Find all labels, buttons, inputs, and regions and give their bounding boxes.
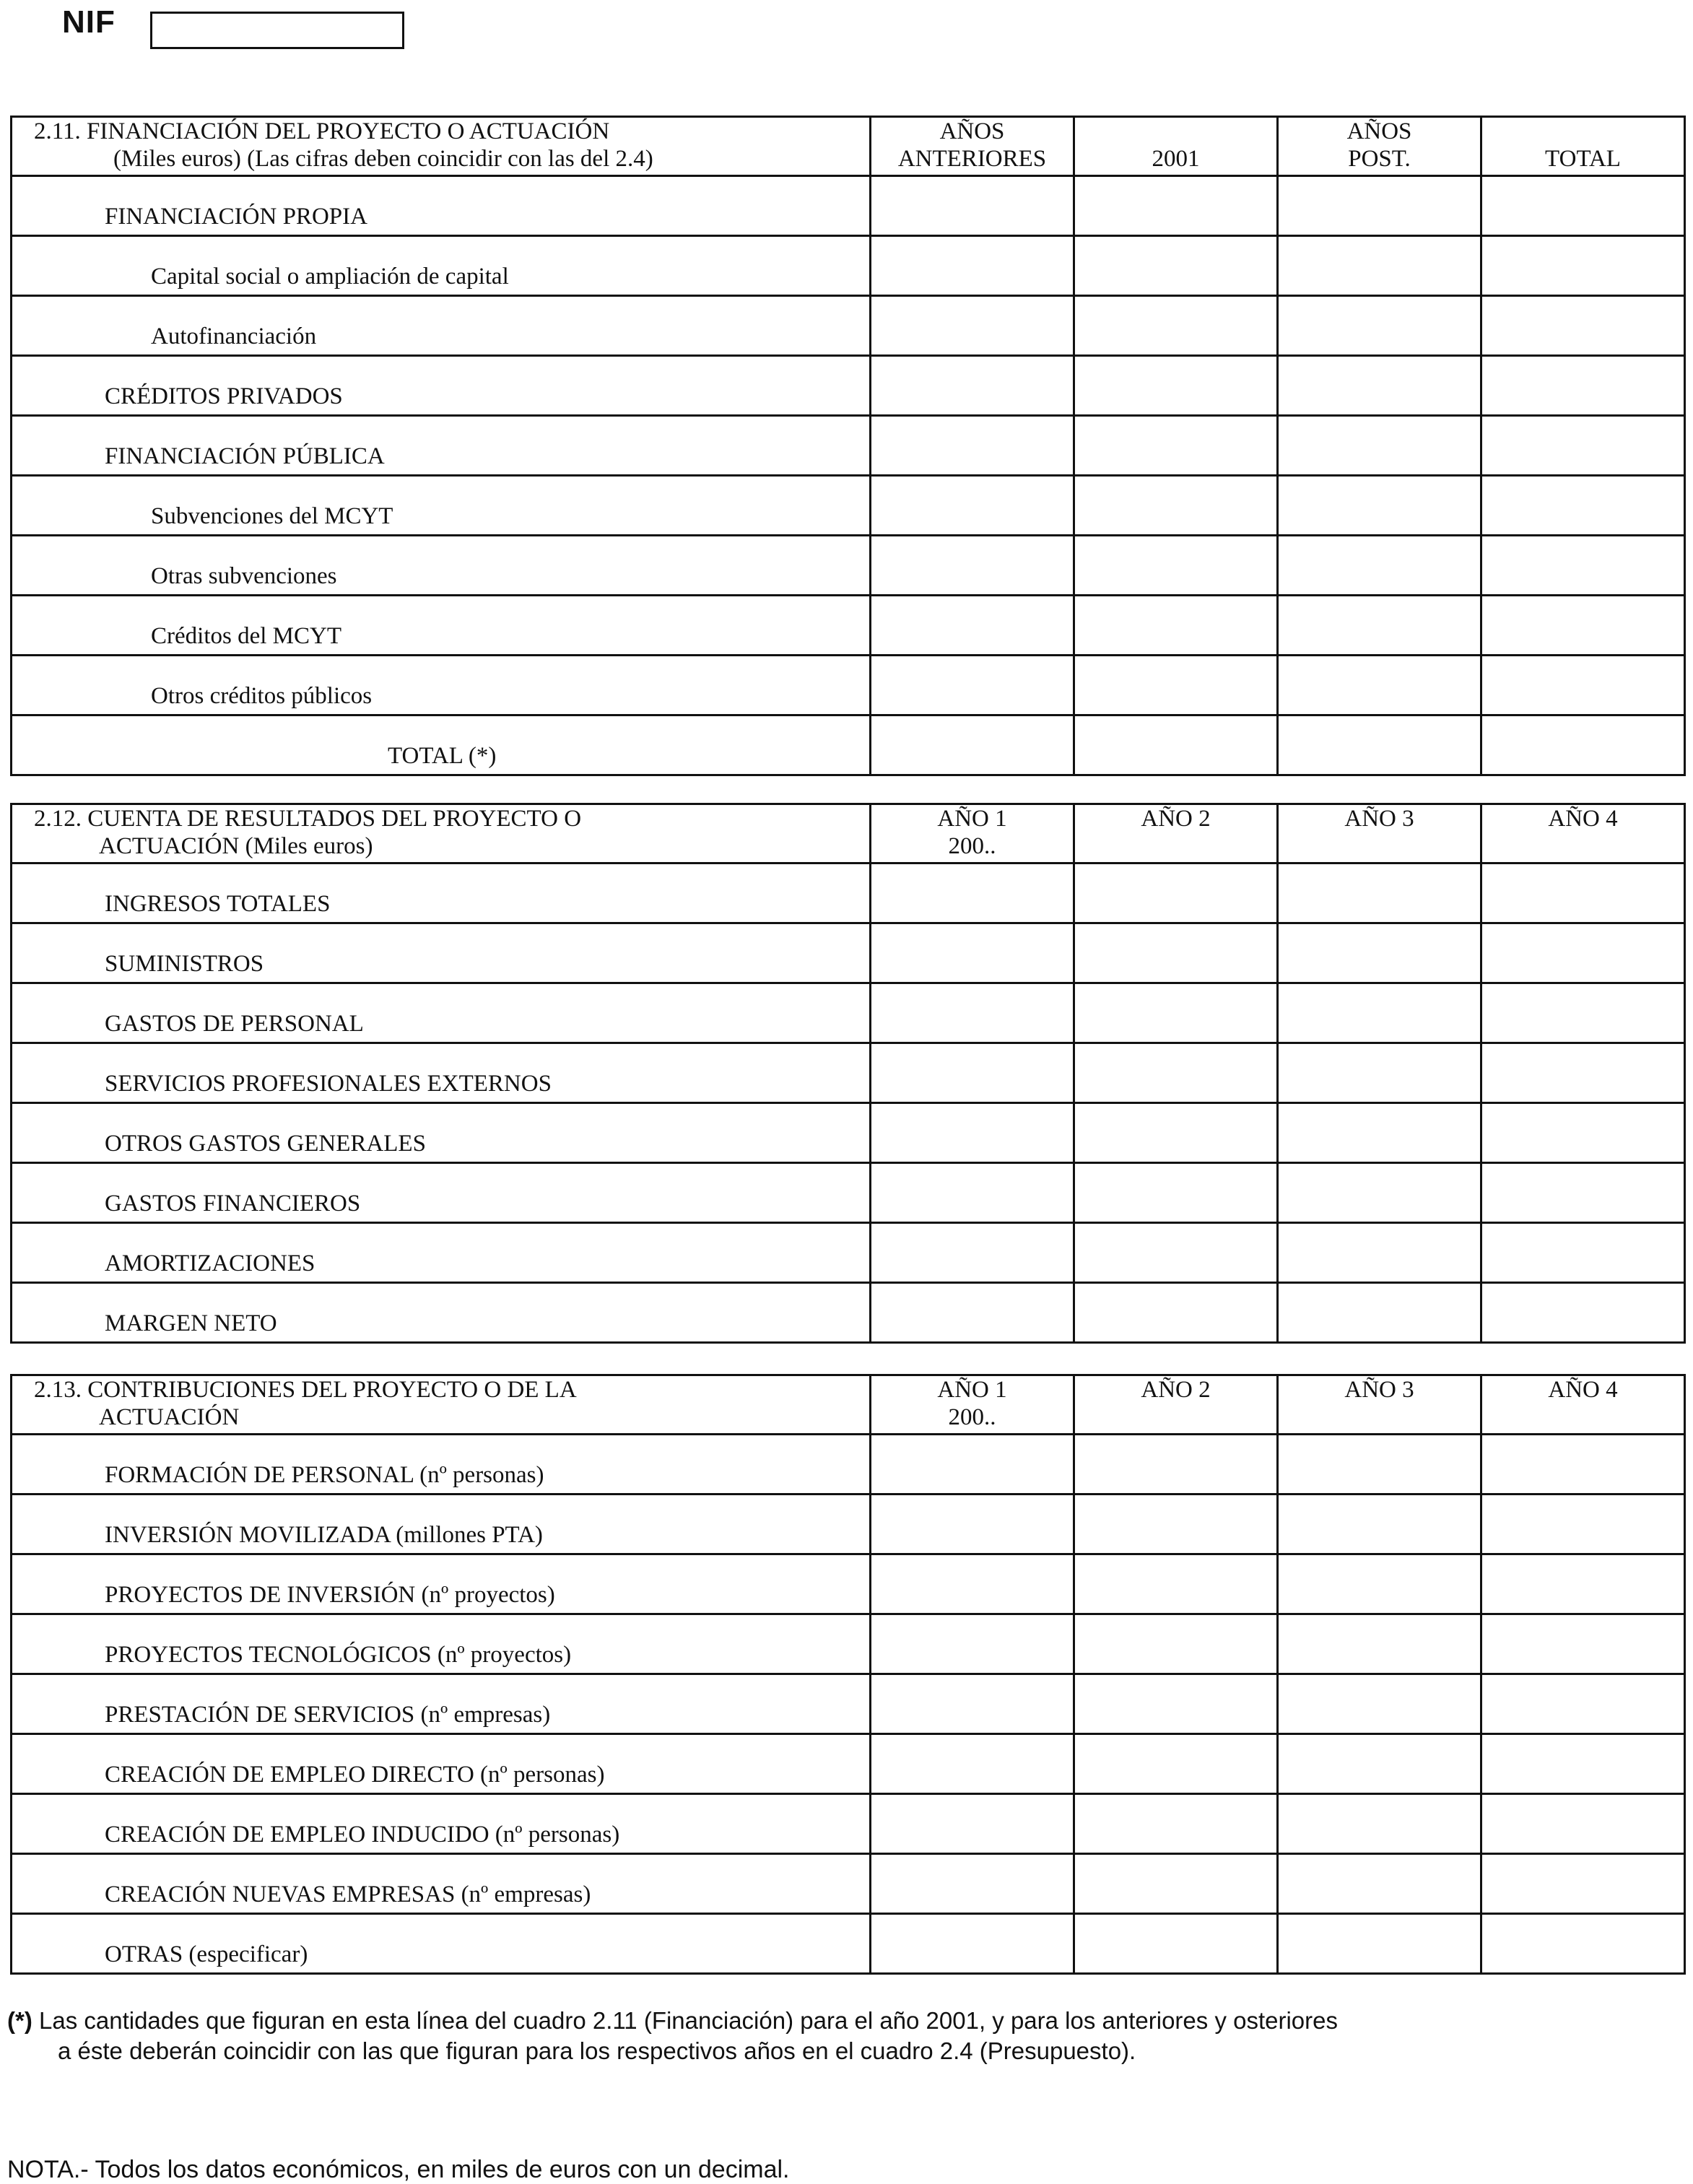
data-cell[interactable] — [1278, 1435, 1481, 1495]
footnote-line: Las cantidades que figuran en esta línea del cuadro 2.11 (Financiación) para el año 2001, y para los anteriores y osteriores — [39, 2007, 1338, 2034]
table-row — [12, 356, 1685, 416]
data-cell[interactable] — [1481, 1674, 1685, 1734]
data-cell[interactable] — [1074, 596, 1278, 656]
data-cell[interactable] — [1074, 1163, 1278, 1223]
table-row — [12, 1734, 1685, 1794]
data-cell[interactable] — [1278, 1674, 1481, 1734]
data-cell[interactable] — [1278, 863, 1481, 923]
data-cell[interactable] — [1074, 476, 1278, 536]
data-cell[interactable] — [1278, 1495, 1481, 1554]
table-header-row — [12, 804, 1685, 863]
column-header: AÑO 1 200.. — [871, 1375, 1074, 1435]
data-cell[interactable] — [1278, 236, 1481, 296]
data-cell[interactable] — [871, 1914, 1074, 1974]
table-subtitle-line: ACTUACIÓN — [99, 1404, 240, 1430]
data-cell[interactable] — [1278, 1614, 1481, 1674]
column-header: AÑO 4 — [1481, 804, 1685, 863]
data-cell[interactable] — [1278, 596, 1481, 656]
data-cell[interactable] — [1074, 536, 1278, 596]
contribuciones-table — [10, 1374, 1686, 1975]
row-label: Autofinanciación — [12, 296, 871, 356]
row-label: PRESTACIÓN DE SERVICIOS (nº empresas) — [12, 1674, 871, 1734]
data-cell[interactable] — [1278, 1103, 1481, 1163]
data-cell[interactable] — [1481, 296, 1685, 356]
table-row — [12, 923, 1685, 983]
data-cell[interactable] — [1074, 1495, 1278, 1554]
row-label: MARGEN NETO — [12, 1283, 871, 1343]
row-label: FINANCIACIÓN PÚBLICA — [12, 416, 871, 476]
table-subtitle-line: ACTUACIÓN (Miles euros) — [99, 833, 373, 859]
data-cell[interactable] — [1074, 863, 1278, 923]
table-row — [12, 863, 1685, 923]
table-row — [12, 1435, 1685, 1495]
data-cell[interactable] — [1074, 715, 1278, 775]
table-row — [12, 983, 1685, 1043]
data-cell[interactable] — [871, 1103, 1074, 1163]
row-label: Capital social o ampliación de capital — [12, 236, 871, 296]
data-cell[interactable] — [1278, 476, 1481, 536]
data-cell[interactable] — [1481, 536, 1685, 596]
nota-text: NOTA.- Todos los datos económicos, en miles de euros con un decimal. — [7, 2156, 790, 2183]
table-row — [12, 536, 1685, 596]
table-row — [12, 236, 1685, 296]
data-cell[interactable] — [871, 1043, 1074, 1103]
row-label: Otras subvenciones — [12, 536, 871, 596]
data-cell[interactable] — [1481, 923, 1685, 983]
data-cell[interactable] — [1074, 923, 1278, 983]
data-cell[interactable] — [1074, 176, 1278, 236]
data-cell[interactable] — [1278, 715, 1481, 775]
data-cell[interactable] — [1074, 416, 1278, 476]
row-label: Otros créditos públicos — [12, 656, 871, 715]
row-label: CREACIÓN DE EMPLEO INDUCIDO (nº personas) — [12, 1794, 871, 1854]
footnote-line: a éste deberán coincidir con las que figuran para los respectivos años en el cuadro 2.4 (Presupuesto). — [58, 2037, 1136, 2064]
data-cell[interactable] — [1278, 1043, 1481, 1103]
table-subtitle-line: (Miles euros) (Las cifras deben coincidir con las del 2.4) — [113, 146, 653, 172]
data-cell[interactable] — [1074, 1914, 1278, 1974]
data-cell[interactable] — [1481, 1554, 1685, 1614]
data-cell[interactable] — [1278, 656, 1481, 715]
data-cell[interactable] — [1481, 236, 1685, 296]
data-cell[interactable] — [871, 923, 1074, 983]
data-cell[interactable] — [1481, 863, 1685, 923]
row-label: FINANCIACIÓN PROPIA — [12, 176, 871, 236]
data-cell[interactable] — [1074, 236, 1278, 296]
data-cell[interactable] — [1481, 176, 1685, 236]
table-title — [12, 1375, 871, 1435]
data-cell[interactable] — [1278, 1854, 1481, 1914]
data-cell[interactable] — [1074, 1794, 1278, 1854]
column-header: AÑO 4 — [1481, 1375, 1685, 1435]
data-cell[interactable] — [871, 1223, 1074, 1283]
total-row — [12, 715, 1685, 775]
data-cell[interactable] — [1278, 1223, 1481, 1283]
row-label: AMORTIZACIONES — [12, 1223, 871, 1283]
data-cell[interactable] — [1278, 176, 1481, 236]
row-label: FORMACIÓN DE PERSONAL (nº personas) — [12, 1435, 871, 1495]
table-row — [12, 476, 1685, 536]
row-label: OTROS GASTOS GENERALES — [12, 1103, 871, 1163]
table-row — [12, 176, 1685, 236]
data-cell[interactable] — [1278, 296, 1481, 356]
row-label: CREACIÓN NUEVAS EMPRESAS (nº empresas) — [12, 1854, 871, 1914]
footnote-marker: (*) — [7, 2007, 32, 2034]
data-cell[interactable] — [1481, 476, 1685, 536]
data-cell[interactable] — [1278, 983, 1481, 1043]
table-row — [12, 1914, 1685, 1974]
table-row — [12, 1043, 1685, 1103]
data-cell[interactable] — [1481, 1495, 1685, 1554]
footnote — [7, 2006, 1682, 2066]
column-header: TOTAL — [1481, 117, 1685, 176]
row-label: INVERSIÓN MOVILIZADA (millones PTA) — [12, 1495, 871, 1554]
data-cell[interactable] — [871, 1854, 1074, 1914]
column-header: AÑO 3 — [1278, 1375, 1481, 1435]
column-header: AÑO 2 — [1074, 804, 1278, 863]
data-cell[interactable] — [1278, 356, 1481, 416]
data-cell[interactable] — [1481, 656, 1685, 715]
data-cell[interactable] — [871, 863, 1074, 923]
column-header: AÑOS ANTERIORES — [871, 117, 1074, 176]
data-cell[interactable] — [1278, 1283, 1481, 1343]
data-cell[interactable] — [1481, 596, 1685, 656]
data-cell[interactable] — [871, 236, 1074, 296]
data-cell[interactable] — [1074, 1043, 1278, 1103]
row-label: SUMINISTROS — [12, 923, 871, 983]
data-cell[interactable] — [871, 296, 1074, 356]
data-cell[interactable] — [1074, 656, 1278, 715]
row-label: TOTAL (*) — [12, 715, 871, 775]
table-row — [12, 1614, 1685, 1674]
data-cell[interactable] — [1074, 1103, 1278, 1163]
table-header-row — [12, 117, 1685, 176]
table-title-line: 2.11. FINANCIACIÓN DEL PROYECTO O ACTUACIÓN — [34, 118, 610, 144]
data-cell[interactable] — [1074, 1734, 1278, 1794]
nif-input[interactable] — [150, 12, 404, 49]
table-title — [12, 804, 871, 863]
row-label: CRÉDITOS PRIVADOS — [12, 356, 871, 416]
data-cell[interactable] — [1074, 1674, 1278, 1734]
data-cell[interactable] — [871, 1163, 1074, 1223]
table-row — [12, 1103, 1685, 1163]
data-cell[interactable] — [1074, 983, 1278, 1043]
data-cell[interactable] — [1278, 923, 1481, 983]
table-title-line: 2.12. CUENTA DE RESULTADOS DEL PROYECTO O — [34, 806, 582, 832]
data-cell[interactable] — [1074, 1854, 1278, 1914]
nif-label: NIF — [62, 4, 116, 40]
table-row — [12, 1554, 1685, 1614]
data-cell[interactable] — [871, 476, 1074, 536]
data-cell[interactable] — [871, 176, 1074, 236]
table-row — [12, 1794, 1685, 1854]
table-row — [12, 1495, 1685, 1554]
data-cell[interactable] — [871, 1495, 1074, 1554]
table-row — [12, 1854, 1685, 1914]
data-cell[interactable] — [1278, 1554, 1481, 1614]
row-label: GASTOS DE PERSONAL — [12, 983, 871, 1043]
table-row — [12, 656, 1685, 715]
data-cell[interactable] — [1278, 1794, 1481, 1854]
data-cell[interactable] — [1278, 1734, 1481, 1794]
table-title — [12, 117, 871, 176]
data-cell[interactable] — [1481, 983, 1685, 1043]
row-label: SERVICIOS PROFESIONALES EXTERNOS — [12, 1043, 871, 1103]
data-cell[interactable] — [871, 983, 1074, 1043]
column-header: AÑO 1 200.. — [871, 804, 1074, 863]
row-label: GASTOS FINANCIEROS — [12, 1163, 871, 1223]
data-cell[interactable] — [1481, 1223, 1685, 1283]
row-label: Créditos del MCYT — [12, 596, 871, 656]
data-cell[interactable] — [871, 596, 1074, 656]
column-header: AÑOS POST. — [1278, 117, 1481, 176]
table-header-row — [12, 1375, 1685, 1435]
data-cell[interactable] — [1074, 356, 1278, 416]
data-cell[interactable] — [1074, 1554, 1278, 1614]
row-label: PROYECTOS DE INVERSIÓN (nº proyectos) — [12, 1554, 871, 1614]
data-cell[interactable] — [1481, 1103, 1685, 1163]
data-cell[interactable] — [871, 1435, 1074, 1495]
column-header: AÑO 2 — [1074, 1375, 1278, 1435]
data-cell[interactable] — [1074, 1283, 1278, 1343]
data-cell[interactable] — [1278, 1914, 1481, 1974]
data-cell[interactable] — [1481, 1163, 1685, 1223]
data-cell[interactable] — [871, 1283, 1074, 1343]
table-row — [12, 1223, 1685, 1283]
table-row — [12, 596, 1685, 656]
data-cell[interactable] — [1481, 1043, 1685, 1103]
data-cell[interactable] — [871, 1734, 1074, 1794]
data-cell[interactable] — [1481, 1914, 1685, 1974]
row-label: INGRESOS TOTALES — [12, 863, 871, 923]
table-title-line: 2.13. CONTRIBUCIONES DEL PROYECTO O DE LA — [34, 1377, 577, 1403]
data-cell[interactable] — [871, 715, 1074, 775]
data-cell[interactable] — [1074, 1614, 1278, 1674]
data-cell[interactable] — [871, 1614, 1074, 1674]
table-row — [12, 1674, 1685, 1734]
table-row — [12, 296, 1685, 356]
data-cell[interactable] — [871, 416, 1074, 476]
table-row — [12, 1163, 1685, 1223]
data-cell[interactable] — [1278, 416, 1481, 476]
data-cell[interactable] — [1481, 1435, 1685, 1495]
data-cell[interactable] — [1481, 1794, 1685, 1854]
data-cell[interactable] — [1481, 416, 1685, 476]
data-cell[interactable] — [1481, 715, 1685, 775]
data-cell[interactable] — [1481, 1854, 1685, 1914]
row-label: Subvenciones del MCYT — [12, 476, 871, 536]
column-header: 2001 — [1074, 117, 1278, 176]
column-header: AÑO 3 — [1278, 804, 1481, 863]
data-cell[interactable] — [871, 356, 1074, 416]
row-label: PROYECTOS TECNOLÓGICOS (nº proyectos) — [12, 1614, 871, 1674]
data-cell[interactable] — [1278, 536, 1481, 596]
data-cell[interactable] — [871, 656, 1074, 715]
data-cell[interactable] — [1481, 356, 1685, 416]
row-label: CREACIÓN DE EMPLEO DIRECTO (nº personas) — [12, 1734, 871, 1794]
data-cell[interactable] — [871, 536, 1074, 596]
data-cell[interactable] — [871, 1794, 1074, 1854]
row-label: OTRAS (especificar) — [12, 1914, 871, 1974]
data-cell[interactable] — [1074, 296, 1278, 356]
data-cell[interactable] — [1481, 1283, 1685, 1343]
data-cell[interactable] — [1481, 1614, 1685, 1674]
data-cell[interactable] — [1278, 1163, 1481, 1223]
data-cell[interactable] — [1074, 1435, 1278, 1495]
data-cell[interactable] — [1074, 1223, 1278, 1283]
cuenta-resultados-table — [10, 803, 1686, 1344]
table-row — [12, 416, 1685, 476]
table-row — [12, 1283, 1685, 1343]
financiacion-table — [10, 116, 1686, 776]
data-cell[interactable] — [871, 1554, 1074, 1614]
data-cell[interactable] — [1481, 1734, 1685, 1794]
data-cell[interactable] — [871, 1674, 1074, 1734]
